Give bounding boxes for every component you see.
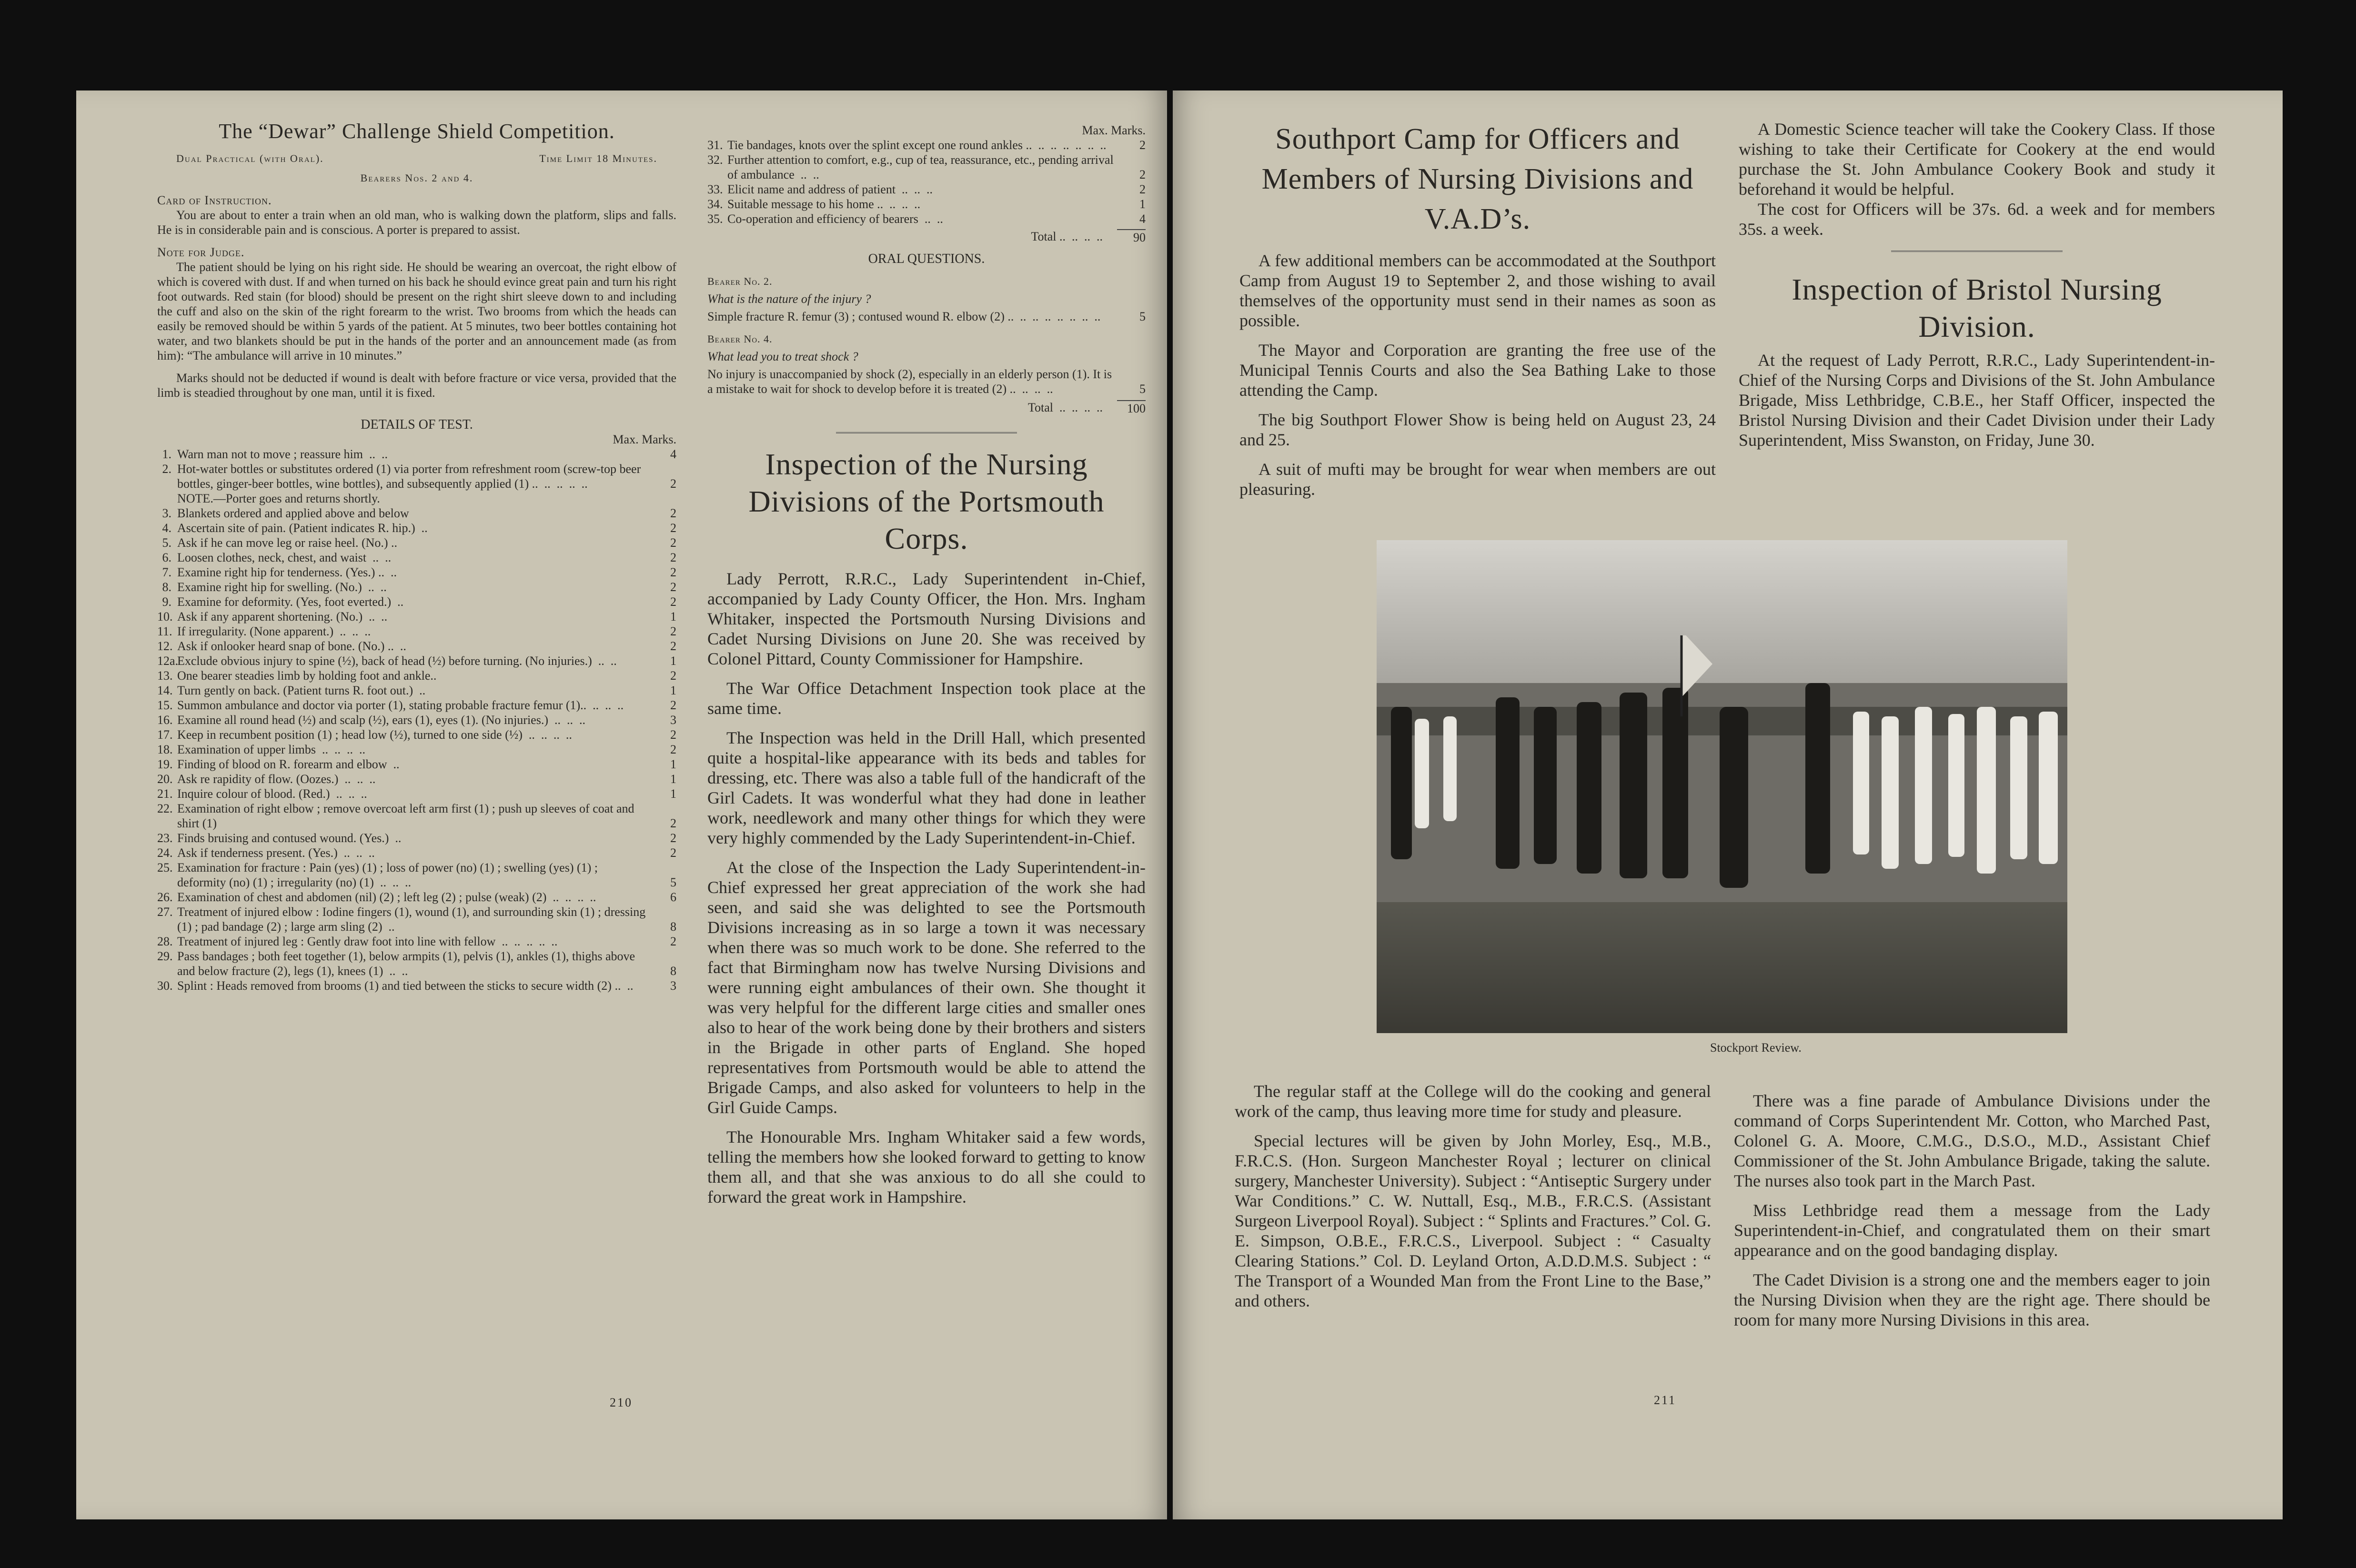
item-marks: 2: [670, 624, 676, 638]
item-number: 8.: [162, 580, 171, 594]
item-marks: 2: [670, 639, 676, 653]
item-number: 29.: [157, 949, 173, 963]
total-label: Total .. .. .. ..: [1031, 230, 1103, 243]
test-item: [157, 683, 676, 698]
item-text: Ask if he can move leg or raise heel. (No.) ..: [177, 536, 398, 550]
portsmouth-paragraph: Lady Perrott, R.R.C., Lady Superintendent in-Chief, accompanied by Lady County Officer, the Hon. Mrs. Ingham Whitaker, inspected the Portsmouth Nursing Divisions and Cadet Nursing Divisions on June 20. She was received by Colonel Pittard, County Commissioner for Hampshire.: [707, 569, 1146, 668]
portsmouth-title: Inspection of the Nursing Divisions of the Portsmouth Corps.: [748, 447, 1105, 555]
item-marks: 1: [670, 683, 676, 697]
details-heading: DETAILS OF TEST.: [361, 417, 473, 432]
bearer-4-label: Bearer No. 4.: [707, 333, 773, 345]
item-marks: 2: [670, 565, 676, 579]
southport-column: [1239, 119, 1716, 499]
item-marks: 5: [670, 875, 676, 889]
item-marks: 2: [670, 551, 676, 564]
test-item: [157, 668, 676, 683]
item-marks: 3: [670, 713, 676, 727]
item-text: Ascertain site of pain. (Patient indicates R. hip.) ..: [177, 521, 428, 535]
dewar-competition-column: [157, 120, 676, 993]
item-text: Tie bandages, knots over the splint except one round ankles .. .. .. .. .. .. ..: [727, 138, 1107, 152]
item-number: 7.: [162, 565, 171, 579]
stockport-review-photo: [1377, 540, 2067, 1033]
item-text: Suitable message to his home .. .. .. ..: [727, 197, 921, 211]
item-marks: 8: [670, 964, 676, 978]
right-top-column: [1739, 119, 2215, 450]
southport-paragraph: A few additional members can be accommodated at the Southport Camp from August 19 to September 2, and those wishing to avail themselves of the opportunity must send in their names as soon as possible.: [1239, 251, 1716, 330]
message-paragraph: Miss Lethbridge read them a message from the Lady Superintendent-in-Chief, and congratulated them on their smart appearance and on the good bandaging display.: [1734, 1201, 2210, 1260]
item-text: Pass bandages ; both feet together (1), below armpits (1), pelvis (1), ankles (1), thighs above and below fracture (2), legs (1), knees (1) .. ..: [177, 949, 635, 978]
section-divider: [836, 432, 1017, 433]
item-text: Summon ambulance and doctor via porter (1), stating probable fracture femur (1).. .. .. ..: [177, 698, 624, 712]
item-marks: 6: [670, 890, 676, 904]
item-marks: 2: [670, 728, 676, 742]
test-item: [157, 860, 676, 890]
item-number: 13.: [157, 669, 173, 683]
section-divider-right: [1891, 251, 2063, 252]
item-text: Warn man not to move ; reassure him .. ..: [177, 447, 388, 461]
item-number: 24.: [157, 846, 173, 860]
test-item: [157, 550, 676, 565]
item-number: 5.: [162, 536, 171, 550]
southport-paragraph: A suit of mufti may be brought for wear when members are out pleasuring.: [1239, 460, 1716, 499]
item-number: 27.: [157, 905, 173, 919]
item-number: 32.: [707, 153, 723, 167]
page-number-left: 210: [610, 1396, 633, 1409]
item-marks: 4: [670, 447, 676, 461]
page-number-right: 211: [1654, 1393, 1677, 1407]
item-text: Exclude obvious injury to spine (½), back of head (½) before turning. (No injuries.) .. ..: [177, 654, 617, 668]
staff-paragraph: The regular staff at the College will do the cooking and general work of the camp, thus leaving more time for study and pleasure.: [1235, 1082, 1711, 1121]
item-marks: 2: [670, 698, 676, 712]
answer-1-marks: 5: [1139, 310, 1146, 323]
item-text: Co-operation and efficiency of bearers .. ..: [727, 212, 943, 226]
item-marks: 2: [670, 846, 676, 860]
item-number: 33.: [707, 182, 723, 196]
southport-continued-column: [1235, 1081, 1711, 1311]
test-item: [157, 727, 676, 742]
practical-label: Dual Practical (with Oral).: [176, 152, 324, 164]
item-number: 17.: [157, 728, 173, 742]
southport-paragraph: The Mayor and Corporation are granting the free use of the Municipal Tennis Courts and also the Sea Bathing Lake to those attending the Camp.: [1239, 341, 1716, 400]
test-item: [707, 138, 1146, 152]
item-text: Inquire colour of blood. (Red.) .. .. ..: [177, 787, 367, 801]
test-item: [707, 182, 1146, 197]
answer-2: No injury is unaccompanied by shock (2), especially in an elderly person (1). It is a mistake to wait for shock to develop before it is treated (2) .. .. .. ..: [707, 367, 1112, 396]
photo-caption: Stockport Review.: [1710, 1041, 1802, 1055]
details-list: [157, 447, 676, 993]
item-number: 16.: [157, 713, 173, 727]
test-item: [157, 639, 676, 653]
item-marks: 1: [1139, 197, 1146, 211]
marks-text: Marks should not be deducted if wound is dealt with before fracture or vice versa, provided that the limb is steadied throughout by one man, until it is fixed.: [157, 371, 676, 400]
item-number: 22.: [157, 802, 173, 815]
bearers-label: Bearers Nos. 2 and 4.: [360, 172, 473, 184]
note-heading: Note for Judge.: [157, 245, 245, 259]
max-marks-label: Max. Marks.: [613, 432, 676, 446]
item-number: 20.: [157, 772, 173, 786]
test-item: [157, 801, 676, 831]
parade-paragraph: There was a fine parade of Ambulance Divisions under the command of Corps Superintendent Mr. Cotton, who Marched Past, Colonel G. A. Moore, C.M.G., D.S.O., M.D., Assistant Chief Commissioner of the St. John Ambulance Brigade, taking the salute. The nurses also took part in the March Past.: [1734, 1091, 2210, 1190]
item-number: 12.: [157, 639, 173, 653]
item-marks: 2: [1139, 168, 1146, 181]
max-marks-label-2: Max. Marks.: [1082, 123, 1146, 137]
item-text: Finds bruising and contused wound. (Yes.) ..: [177, 831, 402, 845]
item-number: 21.: [157, 787, 173, 801]
portsmouth-paragraph: The War Office Detachment Inspection took place at the same time.: [707, 679, 1146, 718]
bristol-paragraph: At the request of Lady Perrott, R.R.C., Lady Superintendent-in-Chief of the Nursing Corps and Divisions of the St. John Ambulance Brigade, Miss Lethbridge, C.B.E., her Staff Officer, inspected the Bristol Nursing Division and their Cadet Division under their Lady Superintendent, Miss Swanston, on Friday, June 30.: [1739, 351, 2215, 450]
photo-ground: [1377, 902, 2067, 1033]
item-number: 3.: [162, 506, 171, 520]
item-number: 12a.: [157, 654, 179, 668]
item-text: Examination for fracture : Pain (yes) (1) ; loss of power (no) (1) ; swelling (yes) (1) ; deformity (no) (1) ; irregularity (no) (1) .. .. ..: [177, 861, 598, 889]
test-item: [707, 152, 1146, 182]
right-page: [1173, 90, 2283, 1519]
test-item: [157, 772, 676, 786]
portsmouth-paragraph: The Honourable Mrs. Ingham Whitaker said a few words, telling the members how she looked forward to getting to know them all, and that she was anxious to do all she could to forward the great work in Hampshire.: [707, 1127, 1146, 1206]
item-text: Examine right hip for swelling. (No.) .. ..: [177, 580, 387, 594]
test-item: [157, 742, 676, 757]
question-2: What lead you to treat shock ?: [707, 350, 858, 363]
item-marks: 1: [670, 654, 676, 668]
item-text: Examination of upper limbs .. .. .. ..: [177, 743, 366, 756]
item-marks: 2: [670, 743, 676, 756]
item-text: Ask re rapidity of flow. (Oozes.) .. .. ..: [177, 772, 376, 786]
item-marks: 2: [670, 521, 676, 535]
cost-paragraph: The cost for Officers will be 37s. 6d. a week and for members 35s. a week.: [1739, 200, 2215, 239]
item-number: 4.: [162, 521, 171, 535]
item-number: 30.: [157, 979, 173, 993]
item-text: Examination of right elbow ; remove overcoat left arm first (1) ; push up sleeves of coat and shirt (1): [177, 802, 634, 830]
item-number: 14.: [157, 683, 173, 697]
test-item: [157, 462, 676, 491]
total-value: 90: [1117, 229, 1146, 245]
answer-2-row: [707, 367, 1146, 396]
item-text: Loosen clothes, neck, chest, and waist .. ..: [177, 551, 392, 564]
item-number: 2.: [162, 462, 171, 476]
portsmouth-article: [707, 569, 1146, 1207]
item-text: Examination of chest and abdomen (nil) (2) ; left leg (2) ; pulse (weak) (2) .. .. .. ..: [177, 890, 596, 904]
item-text: Finding of blood on R. forearm and elbow ..: [177, 757, 400, 771]
item-number: 10.: [157, 610, 173, 623]
item-number: 34.: [707, 197, 723, 211]
dewar-title: The “Dewar” Challenge Shield Competition.: [219, 120, 615, 143]
test-item: [157, 535, 676, 550]
bristol-continued-column: [1734, 1091, 2210, 1330]
item-marks: 2: [670, 831, 676, 845]
item-number: 25.: [157, 861, 173, 874]
item-marks: 1: [670, 772, 676, 786]
test-item: [157, 713, 676, 727]
item-marks: 2: [670, 580, 676, 594]
item-text: Keep in recumbent position (1) ; head low (½), turned to one side (½) .. .. .. ..: [177, 728, 572, 742]
item-marks: 1: [670, 787, 676, 801]
item-marks: 2: [670, 816, 676, 830]
item-number: 35.: [707, 212, 723, 226]
answer-1-row: [707, 309, 1146, 324]
item-text: Examine right hip for tenderness. (Yes.) .. ..: [177, 565, 397, 579]
item-text: One bearer steadies limb by holding foot and ankle..: [177, 669, 437, 683]
test-item: [157, 565, 676, 580]
test-item: [157, 580, 676, 594]
item-number: 6.: [162, 551, 171, 564]
item-number: 31.: [707, 138, 723, 152]
item-text: Ask if onlooker heard snap of bone. (No.) .. ..: [177, 639, 406, 653]
item-number: 1.: [162, 447, 171, 461]
test-item: [157, 949, 676, 978]
cadet-paragraph: The Cadet Division is a strong one and the members eager to join the Nursing Division when they are the right age. There should be room for many more Nursing Divisions in this area.: [1734, 1270, 2210, 1329]
test-item: [157, 934, 676, 949]
item-number: 18.: [157, 743, 173, 756]
item-text: Further attention to comfort, e.g., cup of tea, reassurance, etc., pending arrival of ambulance .. ..: [727, 153, 1114, 181]
parade-figures: [1377, 635, 2067, 912]
test-item: [157, 594, 676, 609]
item-marks: 1: [670, 757, 676, 771]
answer-2-marks: 5: [1139, 382, 1146, 396]
southport-title: Southport Camp for Officers and Members of Nursing Divisions and V.A.D’s.: [1261, 123, 1694, 235]
item-text: Elicit name and address of patient .. .. ..: [727, 182, 933, 196]
card-text: You are about to enter a train when an old man, who is walking down the platform, slips and falls. He is in considerable pain and is conscious. A porter is prepared to assist.: [157, 208, 676, 237]
left-page: [76, 90, 1167, 1519]
practical-line: [157, 151, 676, 171]
item-marks: 2: [670, 536, 676, 550]
southport-paragraph: The big Southport Flower Show is being held on August 23, 24 and 25.: [1239, 410, 1716, 449]
item-text: Blankets ordered and applied above and below: [177, 506, 409, 520]
item-text: If irregularity. (None apparent.) .. .. ..: [177, 624, 371, 638]
item-text: Treatment of injured leg : Gently draw foot into line with fellow .. .. .. .. ..: [177, 935, 558, 948]
item-number: 28.: [157, 935, 173, 948]
test-item: [157, 786, 676, 801]
test-item: [157, 521, 676, 535]
item-marks: 2: [670, 669, 676, 683]
item-marks: 2: [1139, 138, 1146, 152]
time-limit-label: Time Limit 18 Minutes.: [539, 152, 657, 164]
bristol-title: Inspection of Bristol Nursing Division.: [1792, 272, 2162, 343]
grand-total-row: [707, 400, 1146, 416]
item-number: 9.: [162, 595, 171, 609]
item-marks: 3: [670, 979, 676, 993]
item-text: Hot-water bottles or substitutes ordered (1) via porter from refreshment room (screw-top beer bottles, ginger-beer bottles, wine bottles), and subsequently applied (1) .. .. .. .. ..: [177, 462, 641, 491]
item-marks: 2: [670, 935, 676, 948]
test-item: [157, 624, 676, 639]
test-item: [707, 211, 1146, 226]
cookery-paragraph: A Domestic Science teacher will take the Cookery Class. If those wishing to take their Certificate for Cookery at the end would purchase the St. John Ambulance Cookery Book and study it beforehand it would be helpful.: [1739, 120, 2215, 199]
item-text: Examine all round head (½) and scalp (½), ears (1), eyes (1). (No injuries.) .. .. ..: [177, 713, 585, 727]
bearer-2-label: Bearer No. 2.: [707, 275, 773, 287]
portsmouth-paragraph: At the close of the Inspection the Lady Superintendent-in-Chief expressed her great appreciation of the work she had seen, and said she was delighted to see the Portsmouth Divisions increasing as in so large a town it was necessary when there was so much work to be done. She referred to the fact that Birmingham now has twelve Nursing Divisions and were running eight ambulances of their own. She thought it was very helpful for the different large cities and smaller ones also to hear of the work being done by their brothers and sisters in the Brigade in other parts of England. She hoped representatives from Portsmouth would be able to attend the Brigade Camps, and also asked for volunteers to help in the Girl Guide Camps.: [707, 858, 1146, 1117]
item-text: Splint : Heads removed from brooms (1) and tied between the sticks to secure width (2) .. ..: [177, 979, 634, 993]
test-item: [157, 447, 676, 462]
test-item: [157, 831, 676, 845]
portsmouth-paragraph: The Inspection was held in the Drill Hall, which presented quite a hospital-like appearance with its beds and tables for dressing, etc. There was also a table full of the handicraft of the Girl Cadets. It was wonderful what they had done in leather work, needlework and many other things for which they were very highly commended by the Lady Superintendent-in-Chief.: [707, 728, 1146, 847]
item-marks: 2: [670, 506, 676, 520]
item-marks: 4: [1139, 212, 1146, 226]
item-number: 11.: [157, 624, 172, 638]
item-marks: 8: [670, 920, 676, 934]
test-item: [157, 609, 676, 624]
left-page-right-column: [707, 123, 1146, 1207]
test-item: [157, 978, 676, 993]
note-text: The patient should be lying on his right side. He should be wearing an overcoat, the right elbow of which is covered with dust. If and when turned on his back he should evince great pain and turn his right foot outwards. Red stain (for blood) should be present on the right shirt sleeve down to and including the cuff and also on the skin of the right forearm to the wrist. Two brooms from which the heads can easily be removed should be within 5 yards of the patient. At 5 minutes, two beer bottles containing hot water, and two blankets should be put in the hands of the porter and an announcement made (as from him): “The ambulance will arrive in 10 minutes.”: [157, 260, 676, 362]
item-marks: 2: [670, 477, 676, 491]
test-item: [157, 845, 676, 860]
item-marks: 2: [1139, 182, 1146, 196]
grand-total-label: Total .. .. .. ..: [1027, 401, 1103, 414]
item-marks: 2: [670, 595, 676, 609]
item-text: NOTE.—Porter goes and returns shortly.: [177, 492, 380, 505]
item-number: 15.: [157, 698, 173, 712]
item-number: 23.: [157, 831, 173, 845]
details-list-continued: [707, 138, 1146, 226]
answer-1: Simple fracture R. femur (3) ; contused wound R. elbow (2) .. .. .. .. .. .. .. ..: [707, 310, 1101, 323]
item-text: Treatment of injured elbow : Iodine fingers (1), wound (1), and surrounding skin (1) ; dressing (1) ; pad bandage (2) ; large arm sling (2) ..: [177, 905, 646, 934]
item-marks: 1: [670, 610, 676, 623]
test-item: [157, 757, 676, 772]
item-text: Examine for deformity. (Yes, foot everted.) ..: [177, 595, 404, 609]
test-item: [157, 890, 676, 905]
lectures-paragraph: Special lectures will be given by John Morley, Esq., M.B., F.R.C.S. (Hon. Surgeon Manchester Royal ; lecturer on clinical surgery, Manchester University). Subject : “Antiseptic Surgery under War Conditions.” C. W. Nuttall, Esq., M.B., F.R.C.S. (Assistant Surgeon Liverpool Royal). Subject : “ Splints and Fractures.” Col. G. E. Simpson, O.B.E., F.R.C.S., Liverpool. Subject : “ Casualty Clearing Stations.” Col. D. Leyland Orton, A.D.D.M.S. Subject : “ The Transport of a Wounded Man from the Front Line to the Base,” and others.: [1235, 1131, 1711, 1310]
grand-total-value: 100: [1117, 400, 1146, 416]
item-text: Ask if any apparent shortening. (No.) .. ..: [177, 610, 388, 623]
item-number: 26.: [157, 890, 173, 904]
test-item: [157, 506, 676, 521]
test-item: [707, 197, 1146, 211]
item-text: Ask if tenderness present. (Yes.) .. .. ..: [177, 846, 375, 860]
question-1: What is the nature of the injury ?: [707, 292, 871, 306]
test-item: [157, 491, 676, 506]
card-heading: Card of Instruction.: [157, 193, 272, 207]
oral-heading: ORAL QUESTIONS.: [868, 251, 985, 266]
test-item: [157, 698, 676, 713]
test-item: [157, 905, 676, 934]
total-row: [707, 229, 1146, 245]
item-number: 19.: [157, 757, 173, 771]
item-text: Turn gently on back. (Patient turns R. foot out.) ..: [177, 683, 426, 697]
test-item: [157, 653, 676, 668]
